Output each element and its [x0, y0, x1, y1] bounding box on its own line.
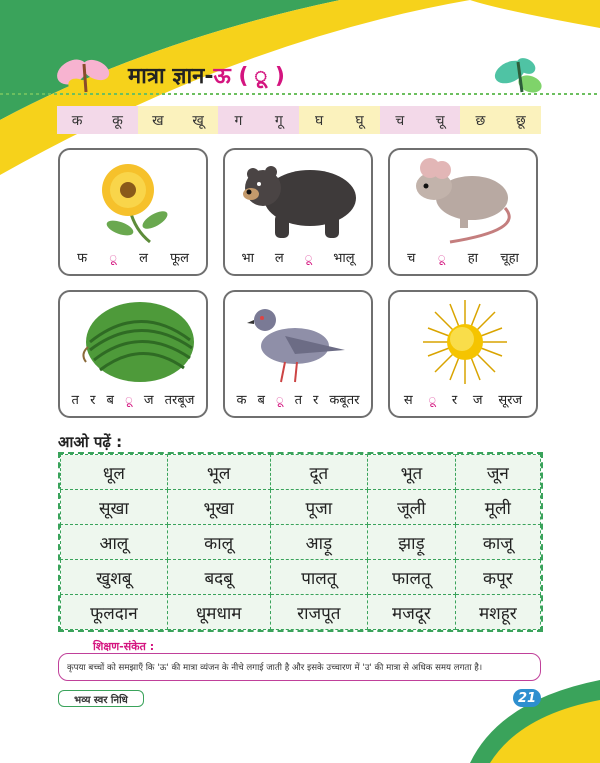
picture-card-flower — [58, 148, 208, 276]
picture-card-pigeon — [223, 290, 373, 418]
matra-cell: छ — [460, 106, 500, 134]
word-part: र — [313, 393, 319, 408]
word-part: ल — [139, 251, 148, 266]
table-cell: मूली — [455, 490, 540, 525]
word-part: ब — [257, 393, 265, 408]
matra-cell: ख — [138, 106, 178, 134]
table-cell: फालतू — [368, 560, 456, 595]
matra-cell: घू — [339, 106, 379, 134]
matra-cell: कू — [97, 106, 137, 134]
table-cell: मजदूर — [368, 595, 456, 630]
word-part-matra: ू — [125, 393, 133, 408]
card-word-row — [231, 248, 365, 266]
table-cell: झाड़ू — [368, 525, 456, 560]
picture-card-rat — [388, 148, 538, 276]
word-part: च — [407, 251, 416, 266]
book-name-label: भव्य स्वर निधि — [58, 690, 144, 707]
matra-cell: छू — [501, 106, 541, 134]
table-cell: कपूर — [455, 560, 540, 595]
table-cell: खुशबू — [61, 560, 168, 595]
card-word: भालू — [333, 251, 355, 266]
card-word: कबूतर — [329, 393, 360, 408]
word-part-matra: ू — [437, 251, 446, 266]
flower-picture — [60, 150, 210, 250]
table-cell: सूखा — [61, 490, 168, 525]
word-part: र — [90, 393, 96, 408]
picture-card-bear — [223, 148, 373, 276]
matra-cell: च — [380, 106, 420, 134]
matra-cell: घ — [299, 106, 339, 134]
word-part-matra: ू — [275, 393, 284, 408]
table-cell: बदबू — [167, 560, 270, 595]
word-table — [58, 452, 543, 632]
page-number: 21 — [513, 689, 541, 707]
teaching-note-label: शिक्षण-संकेत : — [93, 640, 155, 653]
card-word-row — [66, 248, 200, 266]
table-cell: पूजा — [270, 490, 368, 525]
table-cell: भूल — [167, 455, 270, 490]
word-part: हा — [467, 251, 479, 266]
word-part-matra: ू — [428, 393, 437, 408]
word-part: ब — [106, 393, 114, 408]
word-part-matra: ू — [304, 251, 313, 266]
word-part: ज — [143, 393, 154, 408]
matra-cell: क — [57, 106, 97, 134]
card-word: तरबूज — [164, 393, 195, 408]
matra-cell: ग — [218, 106, 258, 134]
table-cell: जून — [455, 455, 540, 490]
word-part: ज — [472, 393, 483, 408]
card-word-row — [396, 390, 530, 408]
table-cell: फूलदान — [61, 595, 168, 630]
teaching-note-text: कृपया बच्चों को समझाएँ कि 'ऊ' की मात्रा व्यंजन के नीचे लगाई जाती है और इसके उच्चारण में 'उ' की मात्रा से अधिक समय लगता है। — [67, 663, 483, 673]
card-word-row — [396, 248, 530, 266]
word-part-matra: ू — [109, 251, 117, 266]
sun-picture — [390, 292, 540, 392]
table-cell: पालतू — [270, 560, 368, 595]
bear-picture — [225, 150, 375, 250]
table-cell: आलू — [61, 525, 168, 560]
table-cell: भूत — [368, 455, 456, 490]
table-cell: काजू — [455, 525, 540, 560]
read-heading: आओ पढ़ें : — [58, 433, 123, 451]
table-cell: जूली — [368, 490, 456, 525]
picture-card-sun — [388, 290, 538, 418]
table-cell: धूमधाम — [167, 595, 270, 630]
picture-card-watermelon — [58, 290, 208, 418]
table-cell: दूत — [270, 455, 368, 490]
word-part: क — [236, 393, 247, 408]
matra-cell: गू — [259, 106, 299, 134]
word-part: स — [403, 393, 413, 408]
matra-strip — [57, 106, 541, 134]
card-word-row — [66, 390, 200, 408]
pigeon-picture — [225, 292, 375, 392]
matra-cell: चू — [420, 106, 460, 134]
matra-cell: खू — [178, 106, 218, 134]
word-part: भा — [241, 251, 254, 266]
table-cell: राजपूत — [270, 595, 368, 630]
table-cell: मशहूर — [455, 595, 540, 630]
table-cell: कालू — [167, 525, 270, 560]
teaching-note-box — [58, 653, 541, 681]
card-word: चूहा — [500, 251, 519, 266]
title-text: मात्रा ज्ञान- — [128, 64, 214, 89]
word-part: त — [71, 393, 79, 408]
watermelon-picture — [60, 292, 210, 392]
word-part: र — [451, 393, 458, 408]
word-part: ल — [274, 251, 284, 266]
page-title — [128, 60, 285, 90]
word-part: फ — [77, 251, 88, 266]
card-word-row — [231, 390, 365, 408]
title-matra: ऊ ( ू ) — [213, 64, 285, 89]
butterfly-right-icon — [491, 55, 544, 96]
card-word: सूरज — [498, 393, 523, 408]
table-cell: आड़ू — [270, 525, 368, 560]
rat-picture — [390, 150, 540, 250]
card-word: फूल — [170, 251, 189, 266]
table-cell: धूल — [61, 455, 168, 490]
table-cell: भूखा — [167, 490, 270, 525]
word-part: त — [294, 393, 303, 408]
